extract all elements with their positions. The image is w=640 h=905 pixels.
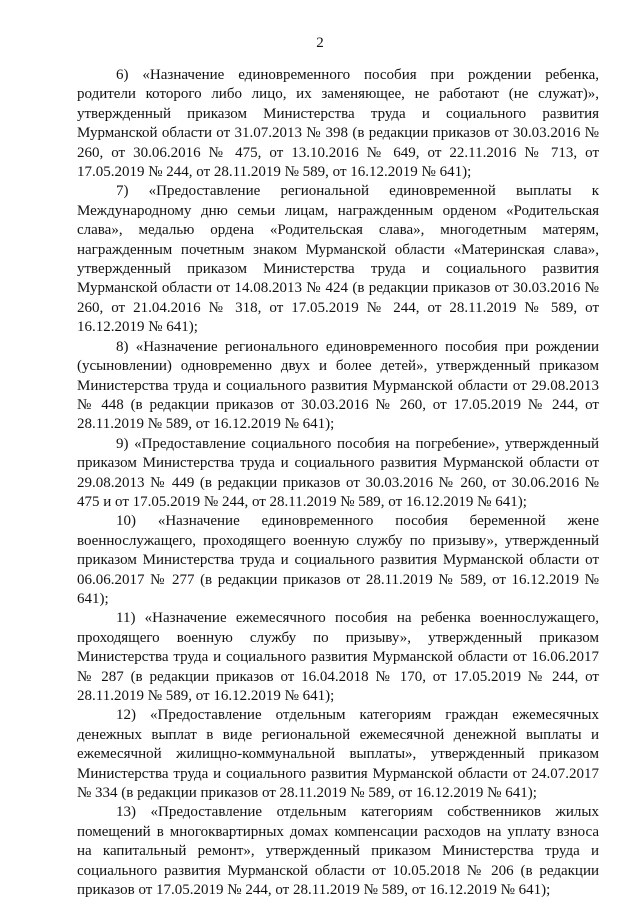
paragraph-item-13: 13) «Предоставление отдельным категориям собственников жилых помещений в многоквартирных домах компенсации расходов на уплату взноса на капитальный ремонт», утвержденный приказом Министерства труда и социального развития Мурманской области от 10.05.2018 № 206 (в редакции приказов от 17.05.2019 № 244, от 28.11.2019 № 589, от 16.12.2019 № 641); (77, 804, 599, 899)
paragraph-item-6: 6) «Назначение единовременного пособия при рождении ребенка, родители которого либо лицо, их заменяющее, не работают (не служат)», утвержденный приказом Министерства труда и социального развития Мурманской области от 31.07.2013 № 398 (в редакции приказов от 30.03.2016 № 260, от 30.06.2016 № 475, от 13.10.2016 № 649, от 22.11.2016 № 713, от 17.05.2019 № 244, от 28.11.2019 № 589, от 16.12.2019 № 641); (77, 67, 599, 181)
paragraph-item-12: 12) «Предоставление отдельным категориям граждан ежемесячных денежных выплат в виде региональной ежемесячной денежной выплаты и ежемесячной жилищно-коммунальной выплаты», утвержденный приказом Министерства труда и социального развития Мурманской области от 24.07.2017 № 334 (в редакции приказов от 28.11.2019 № 589, от 16.12.2019 № 641); (77, 707, 599, 802)
document-body (77, 66, 599, 900)
page-number: 2 (316, 35, 324, 51)
paragraph-item-7: 7) «Предоставление региональной единовременной выплаты к Международному дню семьи лицам, награжденным орденом «Родительская слава», медалью ордена «Родительская слава», многодетным матерям, награжденным почетным знаком Мурманской области «Материнская слава», утвержденный приказом Министерства труда и социального развития Мурманской области от 14.08.2013 № 424 (в редакции приказов от 30.03.2016 № 260, от 21.04.2016 № 318, от 17.05.2019 № 244, от 28.11.2019 № 589, от 16.12.2019 № 641); (77, 183, 599, 336)
paragraph-item-8: 8) «Назначение регионального единовременного пособия при рождении (усыновлении) одновременно двух и более детей», утвержденный приказом Министерства труда и социального развития Мурманской области от 29.08.2013 № 448 (в редакции приказов от 30.03.2016 № 260, от 17.05.2019 № 244, от 28.11.2019 № 589, от 16.12.2019 № 641); (77, 338, 599, 433)
paragraph-item-10: 10) «Назначение единовременного пособия беременной жене военнослужащего, проходящего военную службу по призыву», утвержденный приказом Министерства труда и социального развития Мурманской области от 06.06.2017 № 277 (в редакции приказов от 28.11.2019 № 589, от 16.12.2019 № 641); (77, 513, 599, 607)
paragraph-item-11: 11) «Назначение ежемесячного пособия на ребенка военнослужащего, проходящего военную службу по призыву», утвержденный приказом Министерства труда и социального развития Мурманской области от 16.06.2017 № 287 (в редакции приказов от 16.04.2018 № 170, от 17.05.2019 № 244, от 28.11.2019 № 589, от 16.12.2019 № 641); (77, 610, 599, 704)
paragraph-item-9: 9) «Предоставление социального пособия на погребение», утвержденный приказом Министерства труда и социального развития Мурманской области от 29.08.2013 № 449 (в редакции приказов от 30.03.2016 № 260, от 30.06.2016 № 475 и от 17.05.2019 № 244, от 28.11.2019 № 589, от 16.12.2019 № 641); (77, 435, 599, 510)
